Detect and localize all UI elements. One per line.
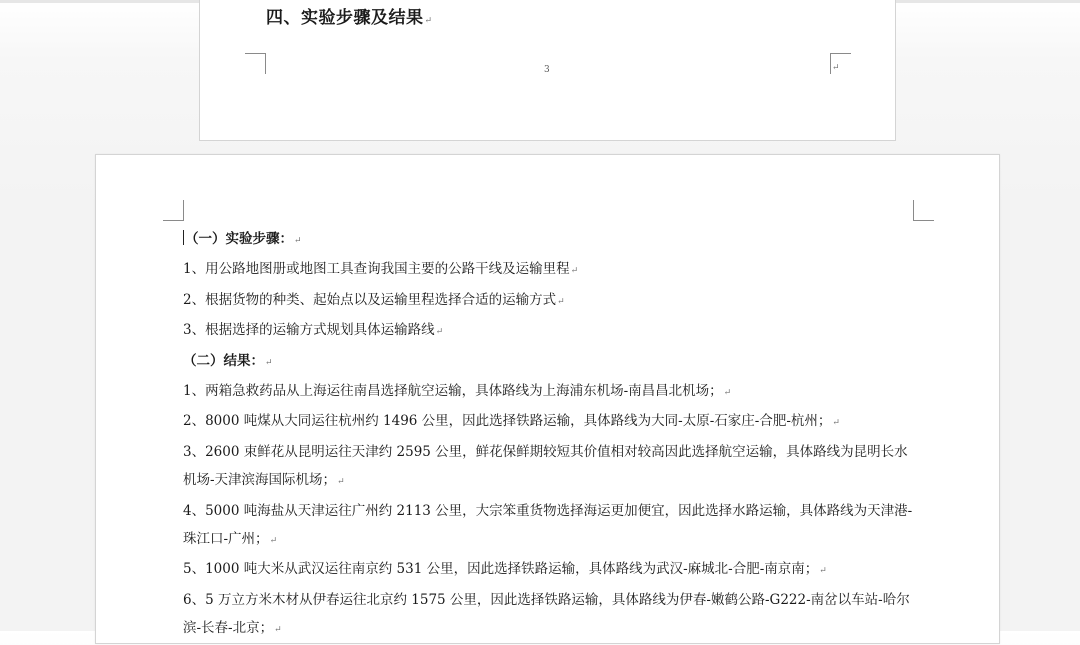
paragraph-mark-icon: ↵ bbox=[424, 16, 433, 26]
document-page-previous[interactable] bbox=[199, 0, 896, 141]
paragraph-mark-icon: ↵ bbox=[819, 566, 827, 577]
section-heading bbox=[266, 3, 433, 28]
paragraph-mark-icon: ↵ bbox=[557, 296, 565, 307]
step-item: 1、用公路地图册或地图工具查询我国主要的公路干线及运输里程↵ bbox=[183, 261, 579, 278]
document-body[interactable] bbox=[183, 225, 918, 645]
paragraph-mark-icon: ↵ bbox=[435, 327, 444, 338]
crop-mark-bottom-left-icon bbox=[245, 53, 266, 74]
crop-mark-top-right-icon bbox=[913, 200, 934, 221]
step-item: 3、根据选择的运输方式规划具体运输路线↵ bbox=[183, 322, 444, 339]
paragraph-mark-icon: ↵ bbox=[832, 418, 840, 429]
result-item: 6、5 万立方米木材从伊春运往北京约 1575 公里，因此选择铁路运输，具体路线为伊春-嫩鹤公路-G222-南岔以车站-哈尔滨-长春-北京；↵ bbox=[183, 591, 910, 637]
steps-heading: （一）实验步骤：↵ bbox=[185, 231, 302, 247]
paragraph-mark-icon: ↵ bbox=[723, 388, 732, 399]
result-item: 5、1000 吨大米从武汉运往南京约 531 公里，因此选择铁路运输，具体路线为武汉-麻城北-合肥-南京南；↵ bbox=[183, 561, 827, 578]
paragraph-mark-icon: ↵ bbox=[570, 266, 579, 277]
page-number: 3 bbox=[544, 65, 550, 75]
result-item: 3、2600 束鲜花从昆明运往天津约 2595 公里，鲜花保鲜期较短其价值相对较高因此选择航空运输，具体路线为昆明长水机场-天津滨海国际机场；↵ bbox=[183, 443, 908, 489]
results-heading: （二）结果：↵ bbox=[183, 352, 273, 369]
result-item: 2、8000 吨煤从大同运往杭州约 1496 公里，因此选择铁路运输，具体路线为大同-太原-石家庄-合肥-杭州；↵ bbox=[183, 413, 840, 430]
paragraph-mark-icon: ↵ bbox=[265, 357, 273, 368]
paragraph-mark-icon: ↵ bbox=[832, 63, 840, 73]
crop-mark-top-left-icon bbox=[163, 200, 184, 221]
result-item: 4、5000 吨海盐从天津运往广州约 2113 公里，大宗笨重货物选择海运更加便宜，因此选择水路运输，具体路线为天津港-珠江口-广州；↵ bbox=[183, 502, 913, 548]
section-heading-text: 四、实验步骤及结果 bbox=[266, 8, 424, 28]
paragraph-mark-icon: ↵ bbox=[274, 625, 282, 636]
text-cursor bbox=[183, 230, 184, 245]
paragraph-mark-icon: ↵ bbox=[337, 477, 345, 488]
paragraph-mark-icon: ↵ bbox=[269, 536, 278, 547]
step-item: 2、根据货物的种类、起始点以及运输里程选择合适的运输方式↵ bbox=[183, 291, 565, 308]
document-page-current[interactable] bbox=[95, 154, 1000, 644]
paragraph-mark-icon: ↵ bbox=[294, 236, 302, 246]
result-item: 1、两箱急救药品从上海运往南昌选择航空运输，具体路线为上海浦东机场-南昌昌北机场；↵ bbox=[183, 383, 732, 400]
